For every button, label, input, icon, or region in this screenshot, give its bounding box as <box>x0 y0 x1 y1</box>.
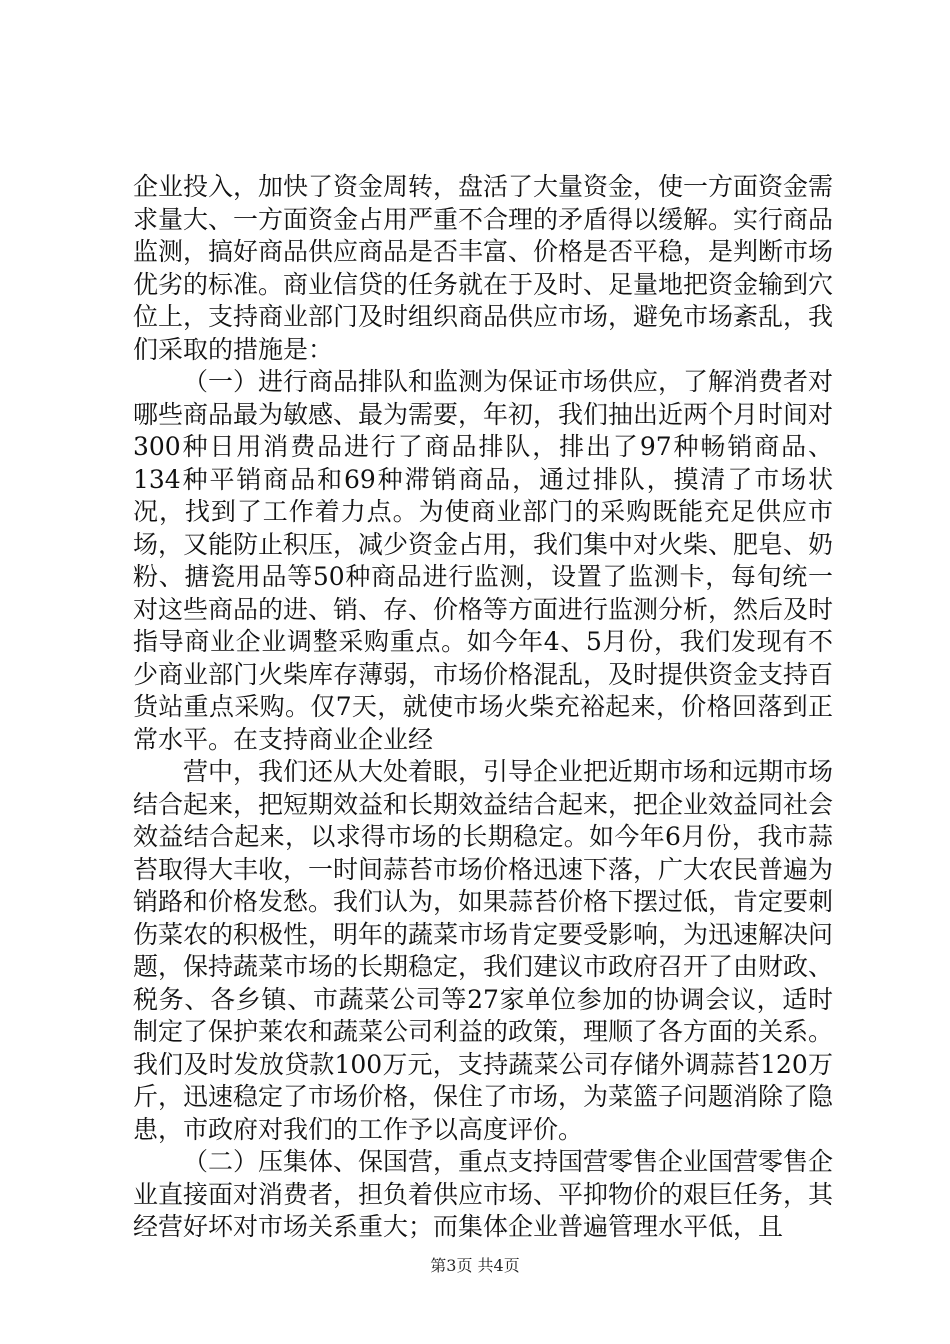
paragraph-3: 营中，我们还从大处着眼，引导企业把近期市场和远期市场结合起来，把短期效益和长期效益结合起来，把企业效益同社会效益结合起来，以求得市场的长期稳定。如今年6月份，我市蒜苔取得大丰收，一时间蒜苔市场价格迅速下落，广大农民普遍为销路和价格发愁。我们认为，如果蒜苔价格下摆过低，肯定要刺伤菜农的积极性，明年的蔬菜市场肯定要受影响，为迅速解决问题，保持蔬菜市场的长期稳定，我们建议市政府召开了由财政、税务、各乡镇、市蔬菜公司等27家单位参加的协调会议，适时制定了保护莱农和蔬菜公司利益的政策，理顺了各方面的关系。我们及时发放贷款100万元，支持蔬菜公司存储外调蒜苔120万斤，迅速稳定了市场价格，保住了市场，为菜篮子问题消除了隐患，市政府对我们的工作予以高度评价。 <box>133 757 834 1144</box>
paragraph-2: （一）进行商品排队和监测为保证市场供应，了解消费者对哪些商品最为敏感、最为需要，年初，我们抽出近两个月时间对300种日用消费品进行了商品排队，排出了97种畅销商品、134种平销商品和69种滞销商品，通过排队，摸清了市场状况，找到了工作着力点。为使商业部门的采购既能充足供应市场，又能防止积压，减少资金占用，我们集中对火柴、肥皂、奶粉、搪瓷用品等50种商品进行监测，设置了监测卡，每旬统一对这些商品的进、销、存、价格等方面进行监测分析，然后及时指导商业企业调整采购重点。如今年4、5月份，我们发现有不少商业部门火柴库存薄弱，市场价格混乱，及时提供资金支持百货站重点采购。仅7天，就使市场火柴充裕起来，价格回落到正常水平。在支持商业企业经 <box>133 367 834 754</box>
paragraph-4: （二）压集体、保国营，重点支持国营零售企业国营零售企业直接面对消费者，担负着供应市场、平抑物价的艰巨任务，其经营好坏对市场关系重大；而集体企业普遍管理水平低，且 <box>133 1147 834 1241</box>
body-text <box>133 171 833 1244</box>
page-number-footer: 第3页 共4页 <box>430 1256 520 1275</box>
paragraph-1: 企业投入，加快了资金周转，盘活了大量资金，使一方面资金需求量大、一方面资金占用严重不合理的矛盾得以缓解。实行商品监测，搞好商品供应商品是否丰富、价格是否平稳，是判断市场优劣的标准。商业信贷的任务就在于及时、足量地把资金输到穴位上，支持商业部门及时组织商品供应市场，避免市场紊乱，我们采取的措施是： <box>133 172 834 364</box>
